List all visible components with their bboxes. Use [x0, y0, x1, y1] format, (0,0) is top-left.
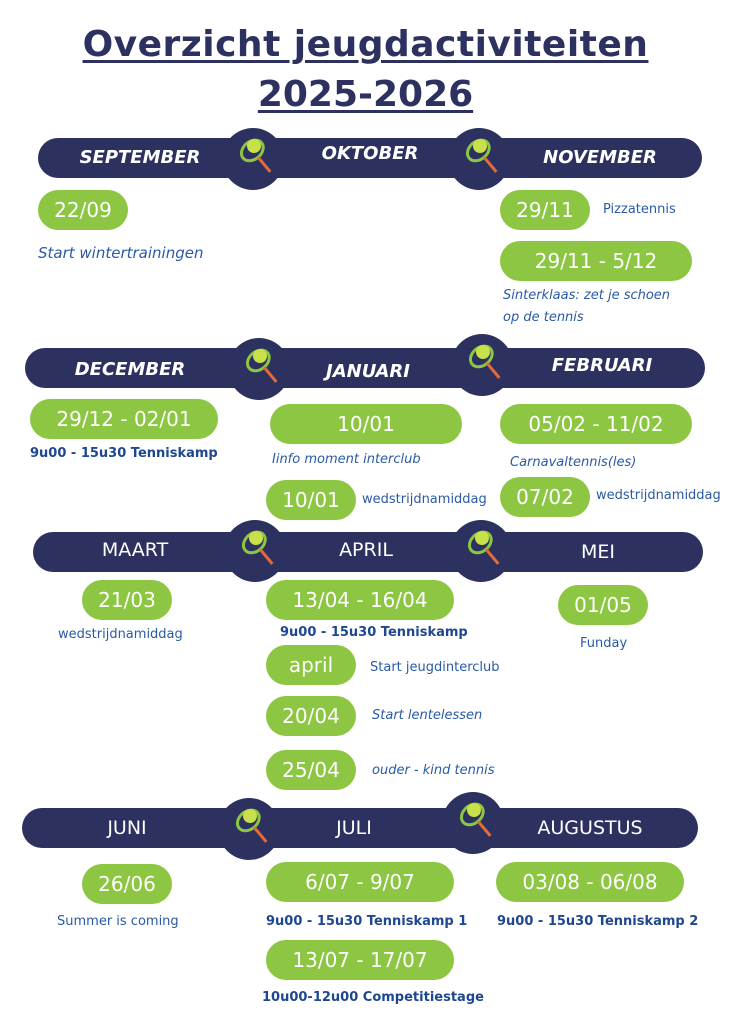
date-pill: 26/06: [82, 864, 172, 904]
date-pill: 01/05: [558, 585, 648, 625]
event-note: wedstrijdnamiddag: [596, 488, 721, 503]
date-pill: 29/11: [500, 190, 590, 230]
tennis-racket-icon: [448, 128, 510, 190]
event-note: Summer is coming: [57, 914, 179, 929]
event-note: Carnavaltennis(les): [510, 455, 637, 470]
month-label-januari: JANUARI: [326, 361, 410, 382]
date-pill: 22/09: [38, 190, 128, 230]
date-pill: 03/08 - 06/08: [496, 862, 684, 902]
page-subtitle-year: 2025-2026: [257, 74, 474, 115]
month-label-december: DECEMBER: [74, 359, 186, 380]
tennis-racket-icon: [450, 520, 512, 582]
event-note: 9u00 - 15u30 Tenniskamp 2: [497, 914, 699, 929]
date-pill: 07/02: [500, 477, 590, 517]
event-note: 9u00 - 15u30 Tenniskamp: [280, 625, 468, 640]
date-pill: 29/11 - 5/12: [500, 241, 692, 281]
tennis-racket-icon: [218, 798, 280, 860]
event-note: Start jeugdinterclub: [370, 660, 500, 675]
month-label-mei: MEI: [580, 541, 615, 563]
month-label-juni: JUNI: [107, 817, 147, 839]
month-label-maart: MAART: [101, 539, 169, 561]
date-pill: april: [266, 645, 356, 685]
date-pill: 6/07 - 9/07: [266, 862, 454, 902]
event-note: 9u00 - 15u30 Tenniskamp: [30, 446, 218, 461]
event-note: Iinfo moment interclub: [272, 452, 421, 467]
date-pill: 21/03: [82, 580, 172, 620]
event-note: ouder - kind tennis: [372, 763, 495, 778]
date-pill: 10/01: [270, 404, 462, 444]
event-note: Pizzatennis: [603, 202, 676, 217]
tennis-racket-icon: [451, 334, 513, 396]
date-pill: 29/12 - 02/01: [30, 399, 218, 439]
date-pill: 10/01: [266, 480, 356, 520]
date-pill: 25/04: [266, 750, 356, 790]
date-pill: 05/02 - 11/02: [500, 404, 692, 444]
date-pill: 13/07 - 17/07: [266, 940, 454, 980]
event-note: Sinterklaas: zet je schoen: [503, 288, 671, 303]
event-note: wedstrijdnamiddag: [58, 627, 183, 642]
month-label-april: APRIL: [339, 539, 393, 561]
tennis-racket-icon: [442, 792, 504, 854]
page-title: Overzicht jeugdactiviteiten: [82, 24, 649, 65]
tennis-racket-icon: [222, 128, 284, 190]
event-note: wedstrijdnamiddag: [362, 492, 487, 507]
event-note: 10u00-12u00 Competitiestage: [262, 990, 484, 1005]
month-label-juli: JULI: [336, 817, 372, 839]
event-note: Funday: [580, 636, 628, 651]
event-note: 9u00 - 15u30 Tenniskamp 1: [266, 914, 468, 929]
date-pill: 20/04: [266, 696, 356, 736]
tennis-racket-icon: [224, 520, 286, 582]
event-note: Start wintertrainingen: [38, 244, 204, 262]
month-label-september: SEPTEMBER: [79, 147, 201, 168]
month-label-augustus: AUGUSTUS: [537, 817, 643, 839]
event-note: op de tennis: [503, 310, 584, 325]
month-label-februari: FEBRUARI: [551, 355, 653, 376]
tennis-racket-icon: [228, 338, 290, 400]
event-note: Start lentelessen: [372, 708, 483, 723]
month-label-oktober: OKTOBER: [321, 143, 419, 164]
date-pill: 13/04 - 16/04: [266, 580, 454, 620]
month-label-november: NOVEMBER: [543, 147, 657, 168]
